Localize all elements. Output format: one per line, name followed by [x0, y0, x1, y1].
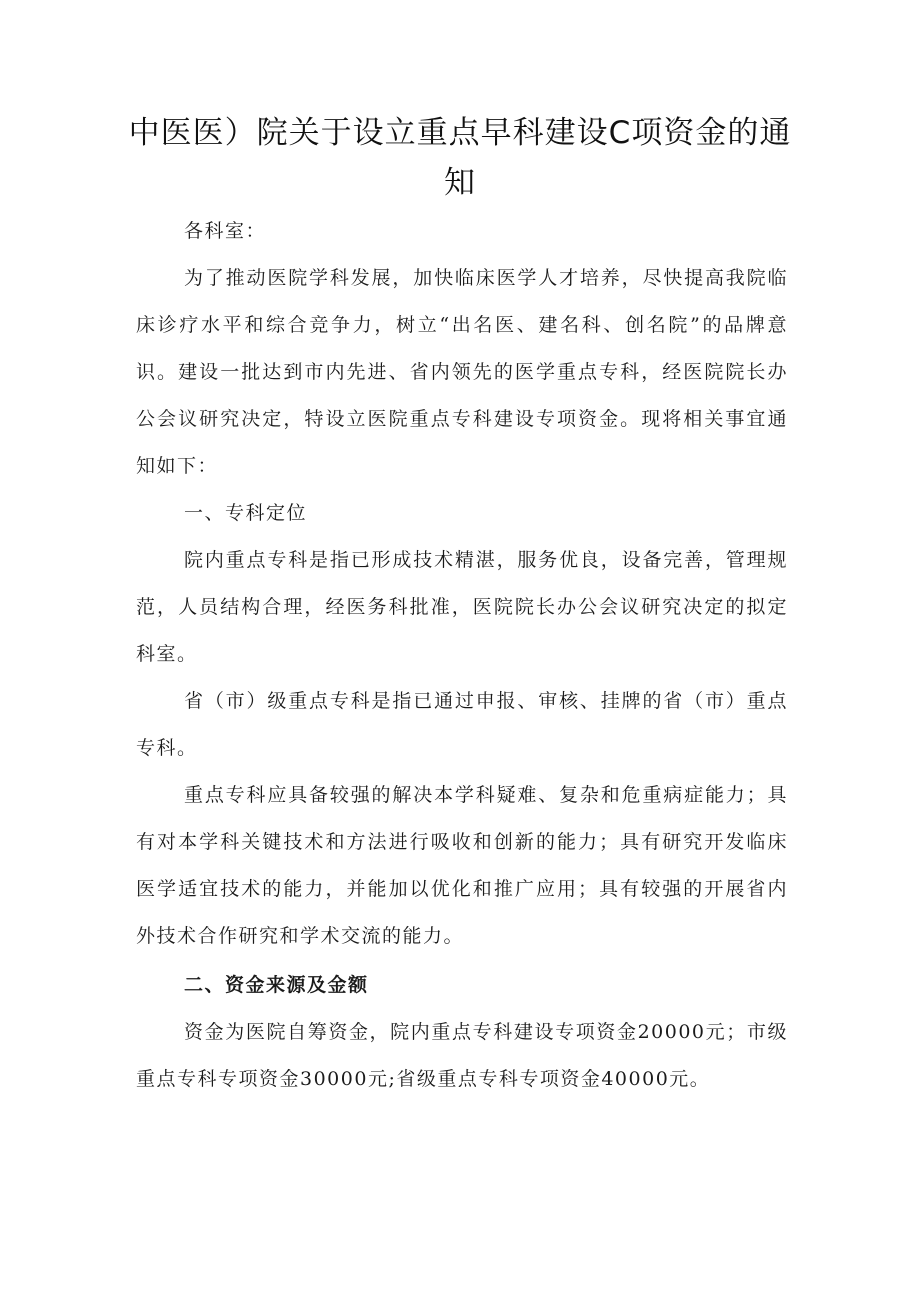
section-1-paragraph-2: 省（市）级重点专科是指已通过申报、审核、挂牌的省（市）重点专科。	[136, 690, 788, 759]
document-body	[136, 208, 788, 1103]
section-1-paragraph-3: 重点专科应具备较强的解决本学科疑难、复杂和危重病症能力；具有对本学科关键技术和方法进行吸收和创新的能力；具有研究开发临床医学适宜技术的能力，并能加以优化和推广应用；具有较强的开展省内外技术合作研究和学术交流的能力。	[136, 784, 788, 947]
section-2-paragraph-1: 资金为医院自筹资金，院内重点专科建设专项资金20000元；市级重点专科专项资金30000元;省级重点专科专项资金40000元。	[136, 1021, 788, 1090]
section-2-heading: 二、资金来源及金额	[184, 974, 369, 996]
intro-paragraph: 为了推动医院学科发展，加快临床医学人才培养，尽快提高我院临床诊疗水平和综合竞争力，树立“出名医、建名科、创名院”的品牌意识。建设一批达到市内先进、省内领先的医学重点专科，经医院院长办公会议研究决定，特设立医院重点专科建设专项资金。现将相关事宜通知如下：	[136, 267, 788, 477]
section-1-paragraph-1: 院内重点专科是指已形成技术精湛，服务优良，设备完善，管理规范，人员结构合理，经医务科批准，医院院长办公会议研究决定的拟定科室。	[136, 549, 788, 665]
salutation: 各科室：	[184, 220, 267, 242]
document-title: 中医医）院关于设立重点早科建设C项资金的通知	[128, 115, 792, 201]
section-1-heading: 一、专科定位	[184, 502, 308, 524]
